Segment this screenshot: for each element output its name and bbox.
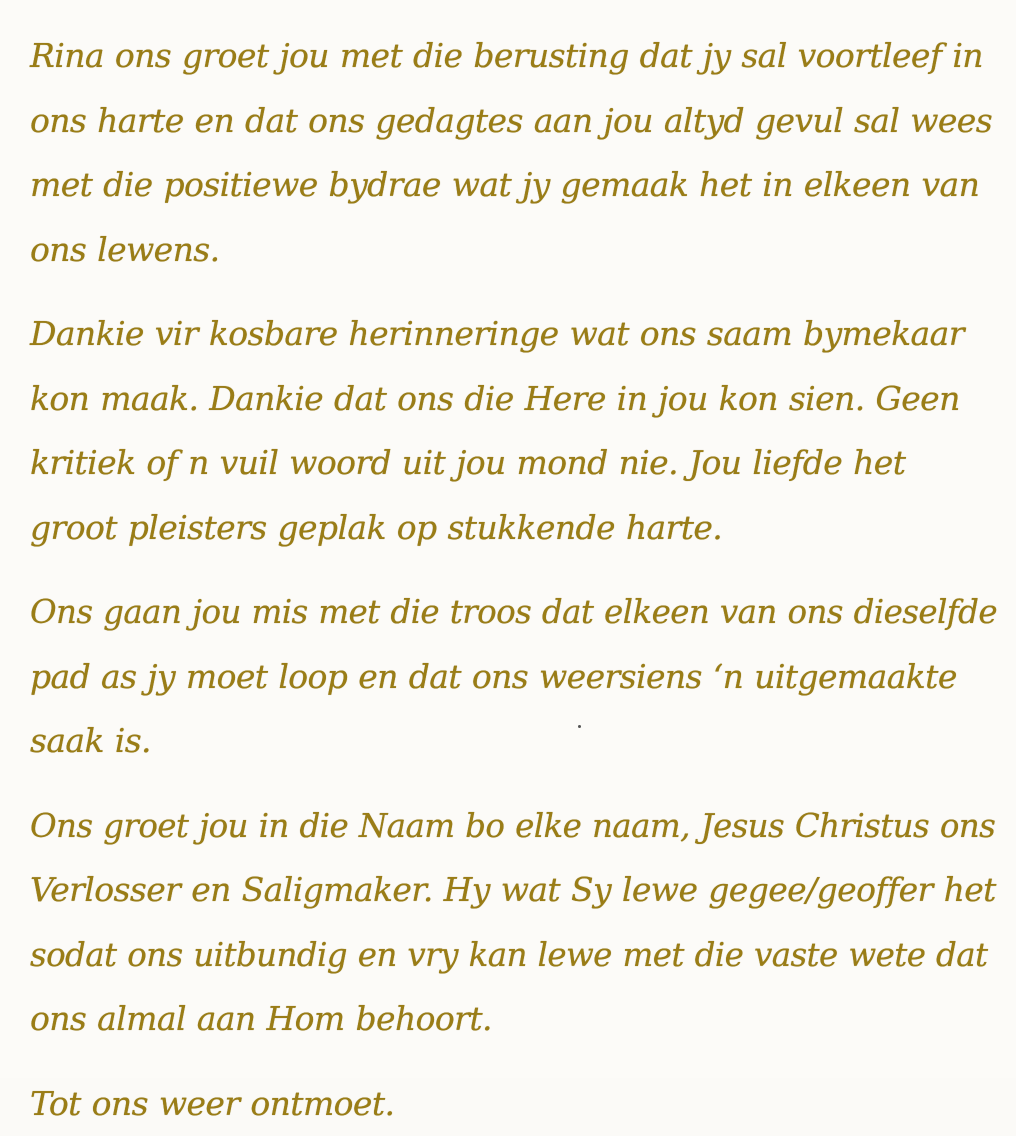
text-line: kritiek of n vuil woord uit jou mond nie. Jou liefde het [30,431,976,496]
text-line: Rina ons groet jou met die berusting dat jy sal voortleef in [30,24,976,89]
text-line: saak is. [30,709,976,774]
text-line: pad as jy moet loop en dat ons weersiens ‘n uitgemaakte [30,645,976,710]
text-line: sodat ons uitbundig en vry kan lewe met die vaste wete dat [30,923,976,988]
text-line: met die positiewe bydrae wat jy gemaak het in elkeen van [30,153,976,218]
paragraph-faith [30,794,976,1052]
text-line: Verlosser en Saligmaker. Hy wat Sy lewe gegee/geoffer het [30,858,976,923]
paragraph-closing [30,1072,976,1136]
paragraph-thanks [30,302,976,560]
text-line: Dankie vir kosbare herinneringe wat ons saam bymekaar [30,302,976,367]
paragraph-missing [30,580,976,774]
text-line: Tot ons weer ontmoet. [30,1072,976,1136]
text-line: ons lewens. [30,218,976,283]
text-line: kon maak. Dankie dat ons die Here in jou kon sien. Geen [30,367,976,432]
text-line: Ons gaan jou mis met die troos dat elkeen van ons dieselfde [30,580,976,645]
text-line: Ons groet jou in die Naam bo elke naam, Jesus Christus ons [30,794,976,859]
text-line: groot pleisters geplak op stukkende harte. [30,496,976,561]
paragraph-farewell [30,24,976,282]
text-line: ons almal aan Hom behoort. [30,987,976,1052]
text-line: ons harte en dat ons gedagtes aan jou altyd gevul sal wees [30,89,976,154]
paper-speck [578,725,581,728]
